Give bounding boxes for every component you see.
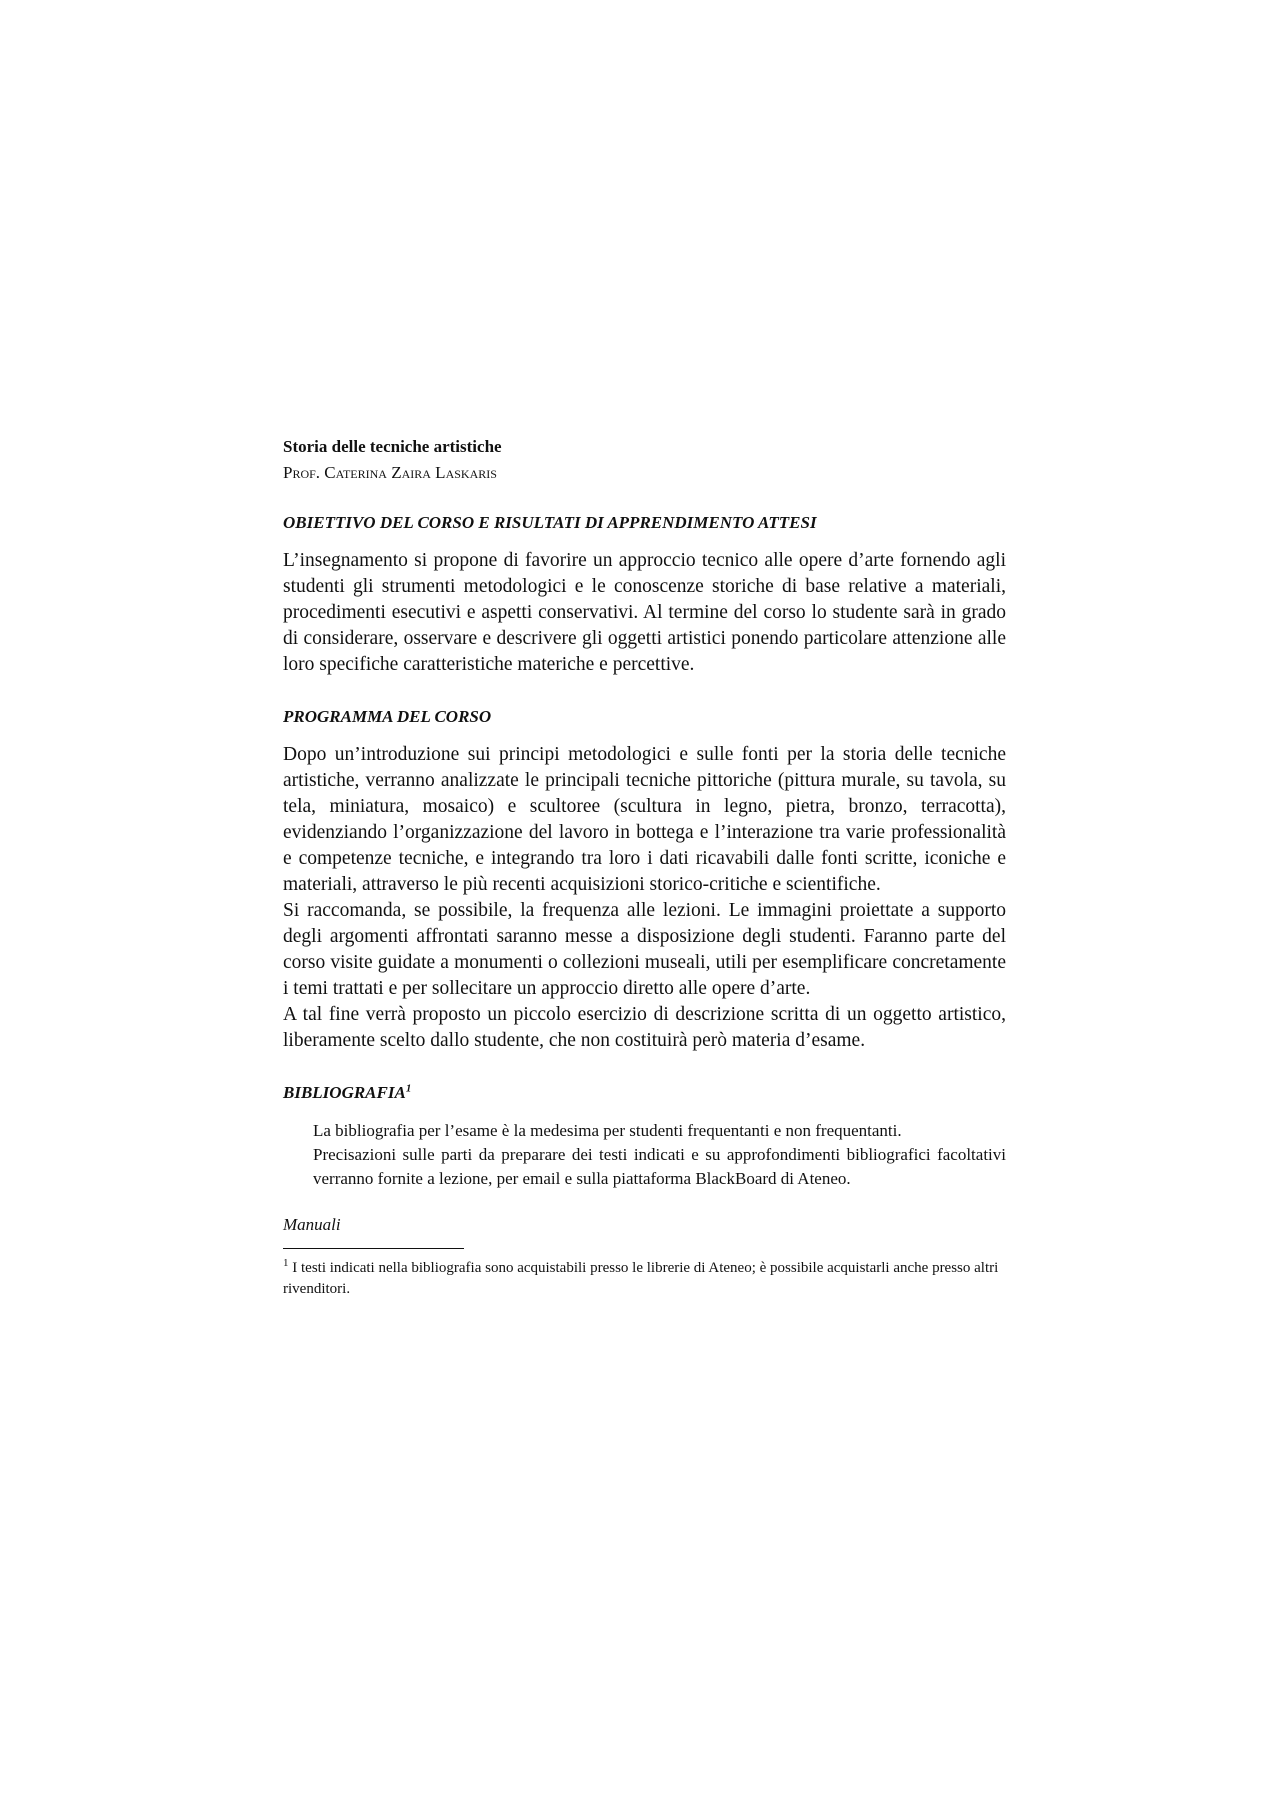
- bibliography-heading-label: BIBLIOGRAFIA: [283, 1083, 406, 1102]
- footnote: [283, 1258, 1006, 1300]
- footnote-text: I testi indicati nella bibliografia sono acquistabili presso le librerie di Ateneo; è possibile acquistarli anche presso altri rivenditori.: [283, 1260, 999, 1297]
- document-page: [283, 434, 1006, 1300]
- footnote-separator: [283, 1248, 464, 1249]
- program-paragraph: Si raccomanda, se possibile, la frequenza alle lezioni. Le immagini proiettate a supporto degli argomenti affrontati saranno messe a disposizione degli studenti. Faranno parte del corso visite guidate a monumenti o collezioni museali, utili per esemplificare concretamente i temi trattati e per sollecitare un approccio diretto alle opere d’arte.: [283, 900, 1006, 999]
- footnote-reference[interactable]: 1: [405, 1082, 412, 1095]
- bibliography-paragraph: Precisazioni sulle parti da preparare dei testi indicati e su approfondimenti bibliografici facoltativi verranno fornite a lezione, per email e sulla piattaforma BlackBoard di Ateneo.: [313, 1145, 1006, 1188]
- bibliography-heading: [283, 1080, 1006, 1106]
- footnote-marker: 1: [283, 1257, 289, 1269]
- bibliography-notes: [283, 1119, 1006, 1191]
- program-paragraph: A tal fine verrà proposto un piccolo esercizio di descrizione scritta di un oggetto artistico, liberamente scelto dallo studente, che non costituirà però materia d’esame.: [283, 1004, 1006, 1051]
- professor-name: Prof. Caterina Zaira Laskaris: [283, 463, 497, 482]
- course-title: Storia delle tecniche artistiche: [283, 437, 502, 456]
- manuali-subheading: Manuali: [283, 1215, 341, 1234]
- program-paragraph: Dopo un’introduzione sui principi metodologici e sulle fonti per la storia delle tecniche artistiche, verranno analizzate le principali tecniche pittoriche (pittura murale, su tavola, su tela, miniatura, mosaico) e scultoree (scultura in legno, pietra, bronzo, terracotta), evidenziando l’organizzazione del lavoro in bottega e l’interazione tra varie professionalità e competenze tecniche, e integrando tra loro i dati ricavabili dalle fonti scritte, iconiche e materiali, attraverso le più recenti acquisizioni storico-critiche e scientifiche.: [283, 744, 1006, 895]
- program-body: [283, 742, 1006, 1054]
- objectives-heading: OBIETTIVO DEL CORSO E RISULTATI DI APPRENDIMENTO ATTESI: [283, 513, 817, 532]
- bibliography-paragraph: La bibliografia per l’esame è la medesima per studenti frequentanti e non frequentanti.: [313, 1121, 902, 1140]
- program-heading: PROGRAMMA DEL CORSO: [283, 707, 492, 726]
- objectives-text: L’insegnamento si propone di favorire un approccio tecnico alle opere d’arte fornendo agli studenti gli strumenti metodologici e le conoscenze storiche di base relative a materiali, procedimenti esecutivi e aspetti conservativi. Al termine del corso lo studente sarà in grado di considerare, osservare e descrivere gli oggetti artistici ponendo particolare attenzione alle loro specifiche caratteristiche materiche e percettive.: [283, 550, 1006, 675]
